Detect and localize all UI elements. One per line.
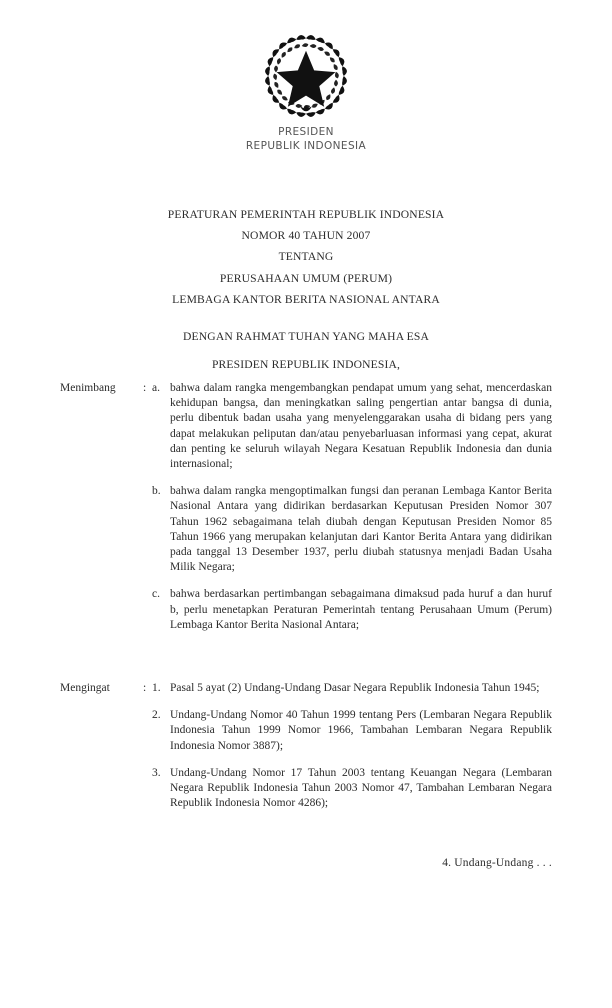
page-title — [0, 204, 612, 310]
title-line-1: PERATURAN PEMERINTAH REPUBLIK INDONESIA — [167, 208, 445, 221]
menimbang-marker-c: c. — [152, 588, 160, 601]
emblem-caption-line-1: PRESIDEN — [278, 126, 334, 138]
catchword-footer: 4. Undang-Undang . . . — [442, 857, 552, 869]
masthead — [0, 34, 612, 153]
emblem-caption-line-2: REPUBLIK INDONESIA — [245, 139, 367, 152]
mengingat-marker-2: 2. — [152, 709, 161, 722]
menimbang-text-a: bahwa dalam rangka mengembangkan pendapat umum yang sehat, mencerdaskan kehidupan bangsa, dan meningkatkan saling pengertian antar bangsa di dunia, perlu dibentuk badan usaha yang menyelenggarakan usaha di bidang pers yang dapat melakukan peliputan dan/atau penyebarluasan informasi yang cepat, akurat dan penting ke seluruh wilayah Negara Kesatuan Republik Indonesia dan dunia internasional; — [170, 382, 552, 471]
menimbang-item-c — [60, 587, 552, 633]
menimbang-text-b: bahwa dalam rangka mengoptimalkan fungsi dan peranan Lembaga Kantor Berita Nasional Antara yang didirikan berdasarkan Keputusan Presiden Nomor 307 Tahun 1962 sebagaimana telah diubah dengan Keputusan Presiden Nomor 85 Tahun 1966 yang merupakan kelanjutan dari Kantor Berita Antara yang didirikan pada tanggal 13 Desember 1937, perlu diubah statusnya menjadi Badan Usaha Milik Negara; — [170, 485, 552, 574]
title-line-2: NOMOR 40 TAHUN 2007 — [241, 229, 371, 243]
emblem-caption — [0, 126, 612, 153]
preamble-line-1: DENGAN RAHMAT TUHAN YANG MAHA ESA — [183, 330, 429, 343]
menimbang-text-c: bahwa berdasarkan pertimbangan sebagaimana dimaksud pada huruf a dan huruf b, perlu menetapkan Peraturan Pemerintah tentang Perusahaan Umum (Perum) Lembaga Kantor Berita Nasional Antara; — [170, 588, 552, 631]
menimbang-label: Menimbang — [60, 382, 116, 394]
menimbang-item-a — [60, 381, 552, 472]
mengingat-marker-3: 3. — [152, 766, 161, 779]
preamble — [0, 323, 612, 379]
menimbang-colon: : — [143, 382, 147, 394]
mengingat-section — [60, 681, 552, 811]
title-line-4: PERUSAHAAN UMUM (PERUM) — [219, 271, 393, 285]
mengingat-label: Mengingat — [60, 682, 110, 694]
menimbang-marker-b: b. — [152, 485, 161, 498]
mengingat-text-3: Undang-Undang Nomor 17 Tahun 2003 tentang Keuangan Negara (Lembaran Negara Republik Indonesia Tahun 2003 Nomor 47, Tambahan Lembaran Negara Republik Indonesia Nomor 4286); — [170, 766, 552, 810]
mengingat-item-3 — [60, 766, 552, 812]
mengingat-marker-1: 1. — [152, 682, 161, 694]
mengingat-text-1: Pasal 5 ayat (2) Undang-Undang Dasar Negara Republik Indonesia Tahun 1945; — [170, 682, 540, 694]
preamble-line-2: PRESIDEN REPUBLIK INDONESIA, — [211, 358, 401, 371]
title-line-3: TENTANG — [278, 250, 334, 264]
menimbang-marker-a: a. — [152, 382, 160, 394]
mengingat-item-1 — [60, 681, 552, 696]
menimbang-item-b — [60, 484, 552, 575]
title-line-5: LEMBAGA KANTOR BERITA NASIONAL ANTARA — [172, 292, 440, 306]
indonesian-presidential-seal-icon — [264, 34, 348, 118]
menimbang-section — [60, 381, 552, 633]
mengingat-colon: : — [143, 682, 147, 694]
mengingat-item-2 — [60, 708, 552, 754]
mengingat-text-2: Undang-Undang Nomor 40 Tahun 1999 tentang Pers (Lembaran Negara Republik Indonesia Tahun 1999 Nomor 1966, Tambahan Lembaran Negara Republik Indonesia Nomor 3887); — [170, 709, 552, 752]
